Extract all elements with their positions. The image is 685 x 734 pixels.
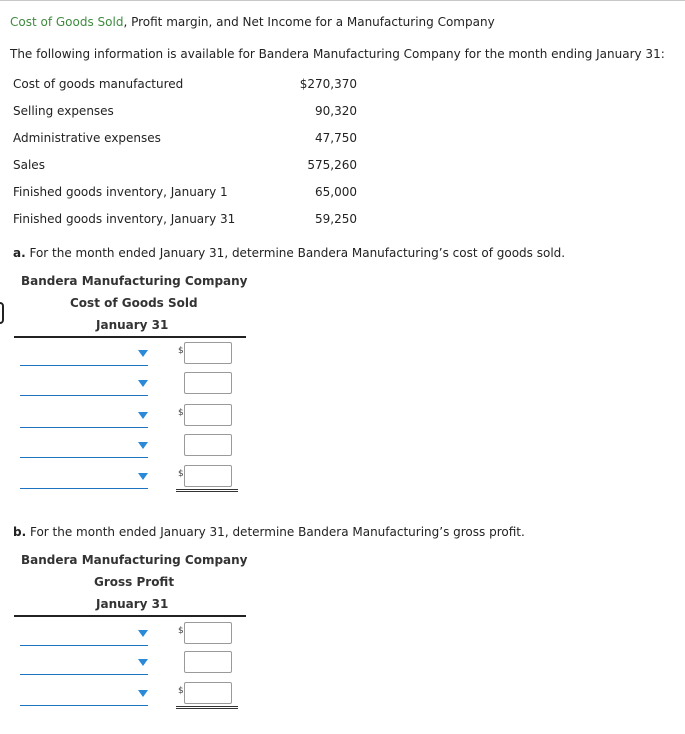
page-title <box>10 15 495 29</box>
amount-input[interactable] <box>184 434 232 456</box>
line-item-select[interactable] <box>20 653 148 675</box>
statement-b-company: Bandera Manufacturing Company <box>21 553 248 567</box>
question-a-text: For the month ended January 31, determine Bandera Manufacturing’s cost of goods sold. <box>29 246 566 260</box>
statement-a-row-4 <box>20 436 240 460</box>
question-b-letter: b. <box>13 525 27 539</box>
given-label: Sales <box>13 158 45 172</box>
title-highlight: Cost of Goods Sold <box>10 15 124 29</box>
dollar-sign: $ <box>178 408 184 418</box>
caret-down-icon <box>138 630 148 637</box>
line-item-select[interactable] <box>20 344 148 366</box>
caret-down-icon <box>138 442 148 449</box>
page-edge-marker <box>0 302 4 324</box>
amount-input[interactable] <box>184 651 232 673</box>
double-underline <box>176 706 238 709</box>
given-label: Finished goods inventory, January 31 <box>13 212 236 226</box>
caret-down-icon <box>138 350 148 357</box>
statement-a-row-1 <box>20 344 240 368</box>
statement-a-row-3 <box>20 406 240 430</box>
dollar-sign: $ <box>178 686 184 696</box>
caret-down-icon <box>138 690 148 697</box>
statement-a-date: January 31 <box>96 318 169 332</box>
given-value: 90,320 <box>315 104 357 118</box>
caret-down-icon <box>138 380 148 387</box>
statement-b-rule <box>14 615 246 617</box>
statement-a-row-5 <box>20 467 240 491</box>
line-item-select[interactable] <box>20 684 148 706</box>
statement-a-row-2 <box>20 374 240 398</box>
line-item-select[interactable] <box>20 624 148 646</box>
intro-text: The following information is available for Bandera Manufacturing Company for the month ending January 31: <box>10 47 665 61</box>
question-b-text: For the month ended January 31, determine Bandera Manufacturing’s gross profit. <box>29 525 525 539</box>
statement-a-title: Cost of Goods Sold <box>70 296 198 310</box>
question-b <box>13 525 525 539</box>
dollar-sign: $ <box>178 346 184 356</box>
line-item-select[interactable] <box>20 374 148 396</box>
given-label: Administrative expenses <box>13 131 161 145</box>
statement-b-title: Gross Profit <box>94 575 175 589</box>
double-underline <box>176 489 238 492</box>
given-value: $270,370 <box>299 77 357 91</box>
given-value: 59,250 <box>315 212 357 226</box>
statement-b-row-1 <box>20 624 240 648</box>
amount-input[interactable] <box>184 372 232 394</box>
amount-input[interactable] <box>184 465 232 487</box>
statement-b-row-3 <box>20 684 240 708</box>
line-item-select[interactable] <box>20 467 148 489</box>
statement-b-date: January 31 <box>96 597 169 611</box>
caret-down-icon <box>138 412 148 419</box>
dollar-sign: $ <box>178 469 184 479</box>
line-item-select[interactable] <box>20 436 148 458</box>
question-a-letter: a. <box>13 246 26 260</box>
statement-b-row-2 <box>20 653 240 677</box>
line-item-select[interactable] <box>20 406 148 428</box>
amount-input[interactable] <box>184 682 232 704</box>
given-label: Finished goods inventory, January 1 <box>13 185 228 199</box>
given-value: 575,260 <box>307 158 357 172</box>
question-a <box>13 246 565 260</box>
title-rest: , Profit margin, and Net Income for a Manufacturing Company <box>123 15 495 29</box>
given-label: Selling expenses <box>13 104 114 118</box>
given-label: Cost of goods manufactured <box>13 77 184 91</box>
top-divider <box>0 0 685 1</box>
given-value: 47,750 <box>315 131 357 145</box>
amount-input[interactable] <box>184 622 232 644</box>
statement-a-rule <box>14 336 246 338</box>
amount-input[interactable] <box>184 342 232 364</box>
given-value: 65,000 <box>315 185 357 199</box>
amount-input[interactable] <box>184 404 232 426</box>
dollar-sign: $ <box>178 626 184 636</box>
statement-a-company: Bandera Manufacturing Company <box>21 274 248 288</box>
caret-down-icon <box>138 659 148 666</box>
caret-down-icon <box>138 473 148 480</box>
